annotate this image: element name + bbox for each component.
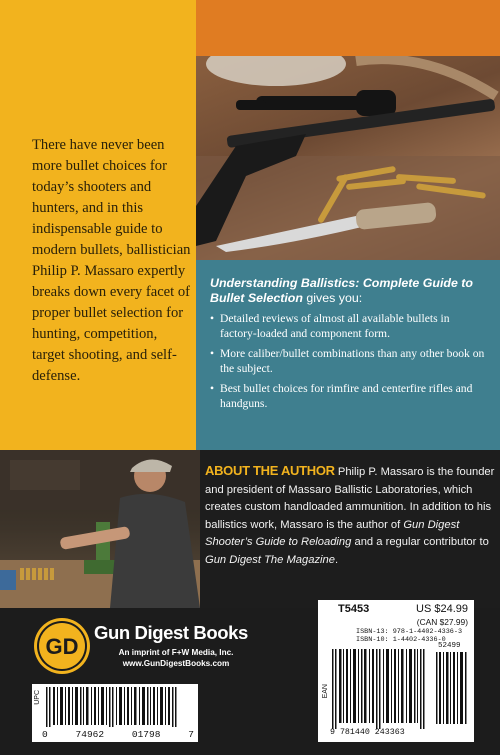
isbn-barcode-box [318,600,474,742]
product-code: T5453 [338,603,370,615]
author-bio: ABOUT THE AUTHOR Philip P. Massaro is the founder and president of Massaro Ballistic Laboratories, which creates custom handloaded ammunition. In addition to his ballistics work, Massaro is the author of Gun Digest Shooter’s Guide to Reloading and a regular contributor to Gun Digest The Magazine. [205,463,495,566]
bullet-icon: • [210,382,215,395]
isbn-13: ISBN-13: 978-1-4402-4336-3 [356,628,463,636]
features-title [210,276,488,306]
isbn-digits: 9 781440 243363 [330,728,405,737]
about-author-heading: ABOUT THE AUTHOR [205,463,335,478]
feature-item: • More caliber/bullet combinations than any other book on the subject. [210,347,485,375]
feature-item: • Detailed reviews of almost all available bullets in factory-loaded and component form. [210,312,450,340]
magazine-title: Gun Digest The Magazine [205,553,335,566]
features-list [210,312,488,411]
upc-label: UPC [34,690,41,705]
orange-header-bar [196,0,500,56]
intro-paragraph: There have never been more bullet choices for today’s shooters and hunters, and in this indispensable guide to modern bullets, ballistician Philip P. Massaro expertly breaks down every facet of proper bullet selection for hunting, competition, target shooting, and self-defense. [32,137,191,384]
author-photo [0,450,200,608]
publisher-logo [34,618,90,674]
features-panel [196,260,500,450]
logo-letters: GD [45,634,79,659]
price-addon-number: 52499 [438,642,461,650]
reloading-book-title: Gun Digest Shooter’s Guide to Reloading [205,518,460,549]
publisher-imprint: An imprint of F+W Media, Inc. [118,648,234,657]
isbn-bars [332,649,432,729]
publisher-name: Gun Digest Books [94,622,248,643]
isbn-10: ISBN-10: 1-4402-4336-0 [356,636,446,644]
price-can: (CAN $27.99) [416,617,468,627]
publisher-url: www.GunDigestBooks.com [122,659,230,668]
book-title: Understanding Ballistics: Complete Guide to Bullet Selection [210,276,473,305]
features-title-suffix: gives you: [302,291,363,305]
upc-digits: 0 74962 01798 7 [42,729,194,740]
bullet-icon: • [210,347,215,360]
upc-barcode [32,684,198,742]
feature-item: • Best bullet choices for rimfire and centerfire rifles and handguns. [210,382,473,410]
isbn-addon-bars [436,652,468,724]
bullet-icon: • [210,312,215,325]
ean-label: EAN [322,684,329,699]
rifle-photo [196,56,500,260]
intro-panel [0,0,196,450]
upc-bars [46,687,186,727]
price-us: US $24.99 [416,603,468,615]
